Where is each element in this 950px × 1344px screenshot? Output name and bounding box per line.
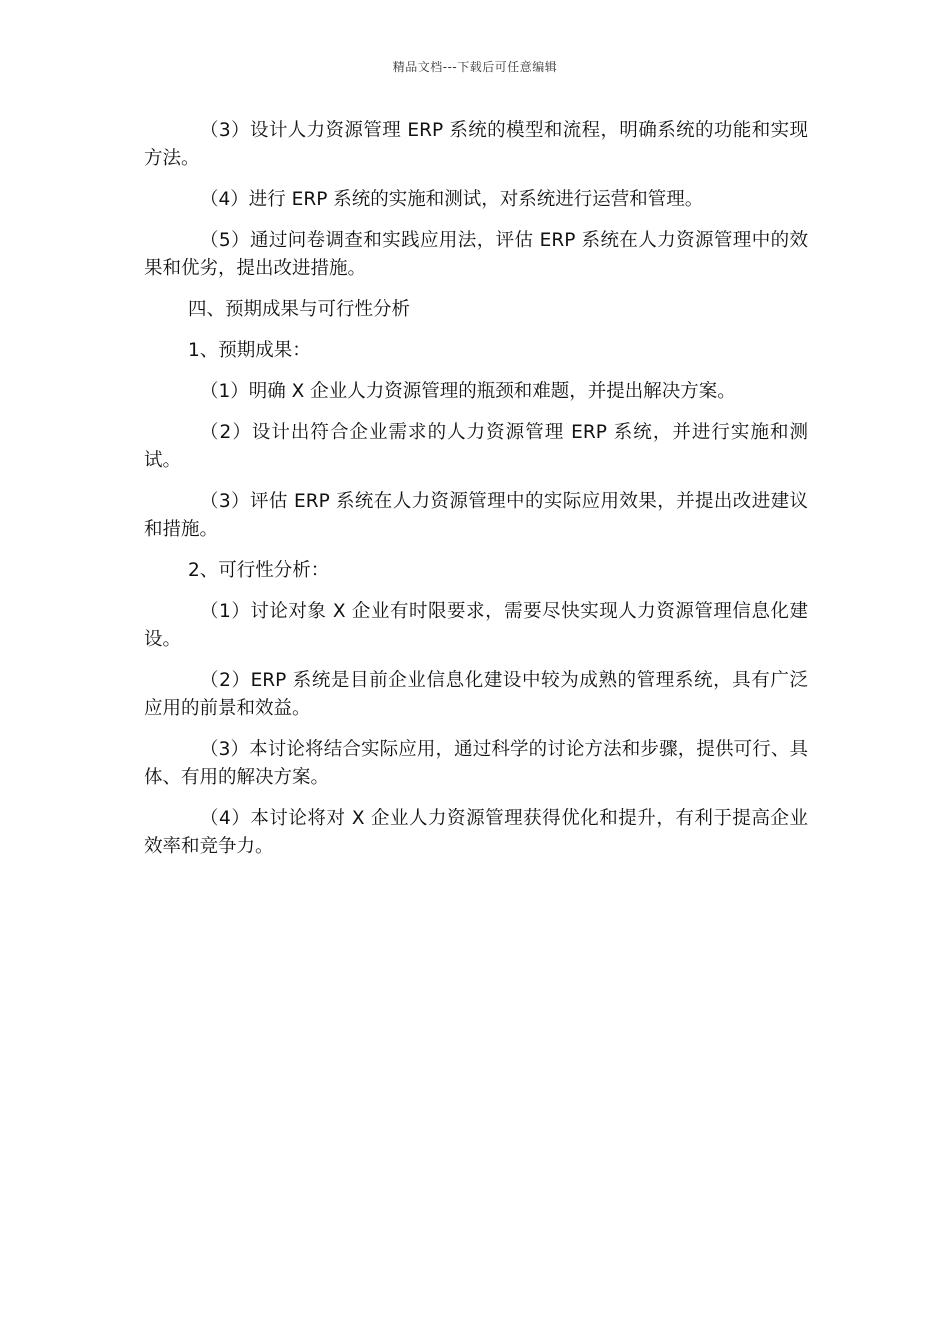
list-item: （3）设计人力资源管理 ERP 系统的模型和流程，明确系统的功能和实现方法。 [144,120,808,169]
list-item: （2）设计出符合企业需求的人力资源管理 ERP 系统，并进行实施和测试。 [144,422,808,471]
list-item: （1）讨论对象 X 企业有时限要求，需要尽快实现人力资源管理信息化建设。 [144,601,808,650]
list-item: （4）本讨论将对 X 企业人力资源管理获得优化和提升，有利于提高企业效率和竞争力。 [144,808,808,857]
list-item: （5）通过问卷调查和实践应用法，评估 ERP 系统在人力资源管理中的效果和优劣，提出改进措施。 [144,230,808,279]
document-body [144,117,808,874]
subsection-heading: 1、预期成果： [188,340,311,361]
list-item: （4）进行 ERP 系统的实施和测试，对系统进行运营和管理。 [200,189,704,210]
section-heading: 四、预期成果与可行性分析 [188,299,411,320]
list-item: （2）ERP 系统是目前企业信息化建设中较为成熟的管理系统，具有广泛应用的前景和效益。 [144,670,808,719]
list-item: （1）明确 X 企业人力资源管理的瓶颈和难题，并提出解决方案。 [200,381,736,402]
list-item: （3）本讨论将结合实际应用，通过科学的讨论方法和步骤，提供可行、具体、有用的解决方案。 [144,739,808,788]
list-item: （3）评估 ERP 系统在人力资源管理中的实际应用效果，并提出改进建议和措施。 [144,491,808,540]
page-header: 精品文档---下载后可任意编辑 [392,60,558,74]
subsection-heading: 2、可行性分析： [188,560,330,581]
